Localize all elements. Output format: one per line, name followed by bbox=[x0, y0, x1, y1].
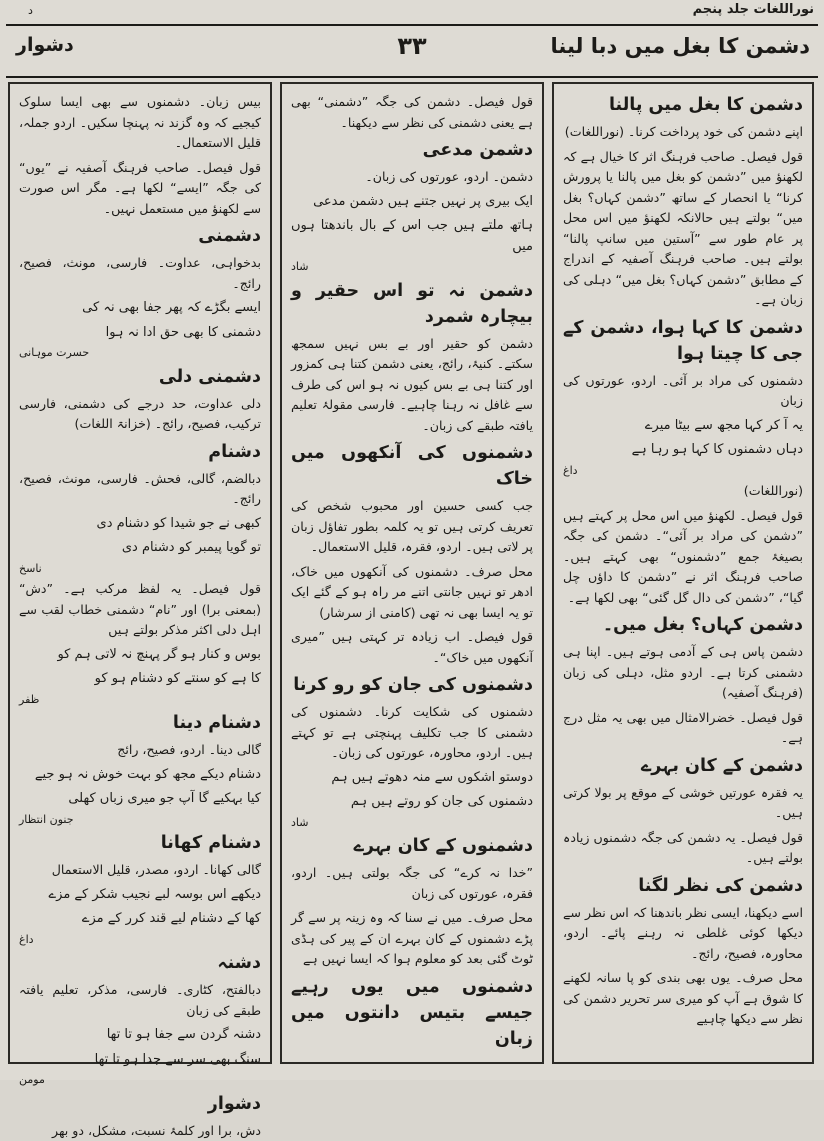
entry-headword: دشمن کہاں؟ بغل میں۔ bbox=[563, 612, 803, 638]
entry-text: گالی دینا۔ اردو، فصیح، رائج bbox=[19, 740, 261, 761]
poet-name: شاد bbox=[291, 813, 533, 834]
entry-headword: دشمنوں میں یوں رہیے جیسے بتیس دانتوں میں زبان bbox=[291, 974, 533, 1052]
entry-headword: دشمنوں کی آنکھوں میں خاک bbox=[291, 440, 533, 492]
entry-headword: دشمنی دلی bbox=[19, 364, 261, 390]
entry-headword: دشنام کھانا bbox=[19, 830, 261, 856]
series-title: نوراللغات جلد پنجم bbox=[693, 2, 814, 17]
entry-text: قول فیصل۔ صاحب فرہنگ اثر کا خیال ہے کہ لکھنؤ میں ”دشمن کو بغل میں پالنا یا پرورش کرنا“ یا انحصار کے ساتھ ”دشمن کہاں؟ بغل میں“ بولتے ہیں حالانکہ لکھنؤ میں اس محل پر عام طور سے ”آستین میں سانپ پالنا“ بولتے ہیں۔ صاحب فرہنگ آصفیہ کے اندراج کے مطابق ”دشمن کہاں؟ بغل میں“ دہلی کی زبان ہے۔ bbox=[563, 147, 803, 311]
entry-headword: دشنہ bbox=[19, 950, 261, 976]
entry-headword: دشوار bbox=[19, 1091, 261, 1117]
corner-mark: د bbox=[28, 4, 33, 17]
entry-text: قول فیصل۔ یہ لفظ مرکب ہے۔ ”دش“ (بمعنی برا) اور ”نام“ دشمنی خطاب لقب سے اہل دلی اکثر مذکر بولتے ہیں bbox=[19, 579, 261, 641]
entry-text: قول فیصل۔ لکھنؤ میں اس محل پر کہتے ہیں ”دشمن کی مراد بر آئی“۔ دشمن کی جگہ بصیغۂ جمع ”دشمنوں“ بھی کہتے ہیں۔ صاحب فرہنگ اثر نے ”دشمن کا داؤں چل گیا“، ”دشمن کی دال گل گئی“ بھی لکھا ہے۔ bbox=[563, 506, 803, 609]
verse-line: دوستو اشکوں سے منہ دھوتے ہیں ہم bbox=[291, 768, 533, 789]
entry-headword: دشمن مدعی bbox=[291, 137, 533, 163]
verse-line: دہاں دشمنوں کا کہا ہو رہا ہے bbox=[563, 440, 803, 461]
poet-name: ناسخ bbox=[19, 559, 261, 580]
entry-text: قول فیصل۔ خضرالامثال میں بھی یہ مثل درج ہے۔ bbox=[563, 708, 803, 749]
verse-line: سنگ بھی سر سے جدا ہو تا تھا bbox=[19, 1050, 261, 1071]
entry-text: جب کسی حسین اور محبوب شخص کی تعریف کرتی ہیں تو یہ کلمہ بطور تفاؤل زبان پر لاتی ہیں۔ اردو، فقرہ، قلیل الاستعمال۔ bbox=[291, 496, 533, 558]
verse-line: بوس و کنار ہو گر پہنچ نہ لاتی ہم کو bbox=[19, 645, 261, 666]
poet-name: جنون انتظار bbox=[19, 810, 261, 831]
running-head bbox=[6, 24, 818, 78]
entry-text: گالی کھانا۔ اردو، مصدر، قلیل الاستعمال bbox=[19, 860, 261, 881]
verse-line: ایک بیری پر نہیں جتنے ہیں دشمن مدعی bbox=[291, 192, 533, 213]
entry-headword: دشمنوں کی جان کو رو کرنا bbox=[291, 672, 533, 698]
entry-text: اسے دیکھنا، ایسی نظر باندھنا کہ اس نظر سے دیکھا کوئی غلطی نہ رہنے پائے۔ اردو، محاورہ، فصیح، رائج۔ bbox=[563, 903, 803, 965]
top-strip bbox=[0, 0, 824, 24]
entry-headword: دشنام bbox=[19, 439, 261, 465]
entry-text: اپنے دشمن کی خود پرداخت کرنا۔ (نوراللغات) bbox=[563, 122, 803, 143]
entry-text: محل صرف۔ میں نے سنا کہ وہ زینہ پر سے گر پڑے دشمنوں کے کان بہرے ان کے پیر کی ہڈی ٹوٹ گئی بعد کو معلوم ہوا کہ ایسا نہیں ہے bbox=[291, 908, 533, 970]
poet-name: مومن bbox=[19, 1070, 261, 1091]
entry-text: قول فیصل۔ دشمن کی جگہ ”دشمنی“ بھی ہے یعنی دشمنی کی نظر سے دیکھنا۔ bbox=[291, 92, 533, 133]
column-middle bbox=[280, 82, 544, 1064]
entry-text: محل صرف۔ یوں بھی بندی کو پا سانہ لکھنے کا شوق ہے آپ کو میری سر تحریر دشمن کی نظر سے دیکھا چاہیے bbox=[563, 968, 803, 1030]
entry-headword: دشنام دینا bbox=[19, 710, 261, 736]
entry-text: دبالضم، گالی، فحش۔ فارسی، مونث، فصیح، رائج۔ bbox=[19, 469, 261, 510]
poet-name: داغ bbox=[563, 461, 803, 482]
verse-line: تو گویا پیمبر کو دشنام دی bbox=[19, 538, 261, 559]
page-number: ۳۳ bbox=[397, 32, 426, 60]
entry-text: بیس زبان۔ دشمنوں سے بھی ایسا سلوک کیجیے کہ وہ گزند نہ پہنچا سکیں۔ اردو جملہ، قلیل الاستعمال۔ bbox=[19, 92, 261, 154]
entry-text: محل صرف۔ دشمنوں کی آنکھوں میں خاک، ادھر تو نہیں جانتی اتنے مر راہ ہو کے گئے ایک تو یہ ایسا بھی نہ تھی (کامنی از سرشار) bbox=[291, 562, 533, 624]
entry-text: دشمنوں کی شکایت کرنا۔ دشمنوں کی دشمنی کا جب تکلیف پہنچتی ہے تو کہتے ہیں۔ اردو، محاورہ، عورتوں کی زبان۔ bbox=[291, 702, 533, 764]
column-right bbox=[552, 82, 814, 1064]
verse-line: دشمنوں کی جان کو روتے ہیں ہم bbox=[291, 792, 533, 813]
entry-headword: دشمن کا کہا ہوا، دشمن کے جی کا چیتا ہوا bbox=[563, 315, 803, 367]
entry-text: قول فیصل۔ اب زیادہ تر کہتی ہیں ”میری آنکھوں میں خاک“۔ bbox=[291, 627, 533, 668]
entry-text: دلی عداوت، حد درجے کی دشمنی، فارسی ترکیب، فصیح، رائج۔ (خزانۃ اللغات) bbox=[19, 394, 261, 435]
entry-text: یہ فقرہ عورتیں خوشی کے موقع پر بولا کرتی ہیں۔ bbox=[563, 783, 803, 824]
verse-line: ایسے بگڑے کہ پھر جفا بھی نہ کی bbox=[19, 298, 261, 319]
verse-line: کبھی نے جو شیدا کو دشنام دی bbox=[19, 514, 261, 535]
entry-headword: دشمن کا بغل میں پالنا bbox=[563, 92, 803, 118]
entry-text: بدخواہی، عداوت۔ فارسی، مونث، فصیح، رائج۔ bbox=[19, 253, 261, 294]
entry-headword: دشمنی bbox=[19, 223, 261, 249]
verse-line: دیکھے اس بوسہ لبے نجیب شکر کے مزے bbox=[19, 885, 261, 906]
entry-headword: دشمن کے کان بہرے bbox=[563, 753, 803, 779]
running-head-last-entry: دشوار bbox=[16, 34, 74, 56]
column-left bbox=[8, 82, 272, 1064]
poet-name: داغ bbox=[19, 930, 261, 951]
running-head-first-entry: دشمن کا بغل میں دبا لینا bbox=[551, 34, 810, 58]
verse-line: دشنام دیکے مجھ کو بہت خوش نہ ہو جیے bbox=[19, 765, 261, 786]
poet-name: حسرت موہانی bbox=[19, 343, 261, 364]
entry-headword: دشمنوں کے کان بہرے bbox=[291, 833, 533, 859]
entry-text: دبالفتح، کٹاری۔ فارسی، مذکر، تعلیم یافتہ طبقے کی زبان bbox=[19, 980, 261, 1021]
entry-text: قول فیصل۔ صاحب فرہنگ آصفیہ نے ”یوں“ کی جگہ ”ایسے“ لکھا ہے۔ مگر اس صورت سے لکھنؤ میں مستعمل نہیں۔ bbox=[19, 158, 261, 220]
entry-text: دشمن پاس ہی کے آدمی ہوتے ہیں۔ اپنا ہی دشمنی کرتا ہے۔ اردو مثل، دہلی کی زبان (فرہنگ آصفیہ) bbox=[563, 642, 803, 704]
verse-line: دشنہ گردن سے جفا ہو تا تھا bbox=[19, 1025, 261, 1046]
verse-line: یہ آ کر کہا مجھ سے بیٹا میرے bbox=[563, 416, 803, 437]
verse-line: کا ہے کو سنتے کو دشنام ہو کو bbox=[19, 669, 261, 690]
entry-headword: دشمن کی نظر لگنا bbox=[563, 873, 803, 899]
verse-line: دشمنی کا بھی حق ادا نہ ہوا bbox=[19, 323, 261, 344]
entry-text: دشمنوں کی مراد بر آئی۔ اردو، عورتوں کی زبان bbox=[563, 371, 803, 412]
entry-headword: دشمن نہ تو اس حقیر و بیچارہ شمرد bbox=[291, 278, 533, 330]
poet-name: شاد bbox=[291, 257, 533, 278]
entry-text: دشمن کو حقیر اور بے بس نہیں سمجھ سکتے۔ کنیۂ، رائج، یعنی دشمن کتنا ہی کمزور اور کتنا ہی بے بس کیوں نہ ہو اس کی طرف سے غافل نہ رہنا چاہیے۔ فارسی مقولۂ تعلیم یافتہ طبقے کی زبان۔ bbox=[291, 334, 533, 437]
poet-name: ظفر bbox=[19, 690, 261, 711]
verse-line: کھا کے دشنام لیے قند کرر کے مزے bbox=[19, 909, 261, 930]
entry-text: دش، برا اور کلمۂ نسبت، مشکل، دو بھر bbox=[19, 1121, 261, 1141]
entry-text: (نوراللغات) bbox=[563, 481, 803, 502]
verse-line: کیا بہکیے گا آپ جو میری زباں کھلی bbox=[19, 789, 261, 810]
entry-text: ”خدا نہ کرے“ کی جگہ بولتی ہیں۔ اردو، فقرہ، عورتوں کی زبان bbox=[291, 863, 533, 904]
verse-line: ہاتھ ملتے ہیں جب اس کے بال باندھتا ہوں میں bbox=[291, 216, 533, 257]
entry-text: دشمن۔ اردو، عورتوں کی زبان۔ bbox=[291, 167, 533, 188]
entry-text: قول فیصل۔ یہ دشمن کی جگہ دشمنوں زیادہ بولتے ہیں۔ bbox=[563, 828, 803, 869]
